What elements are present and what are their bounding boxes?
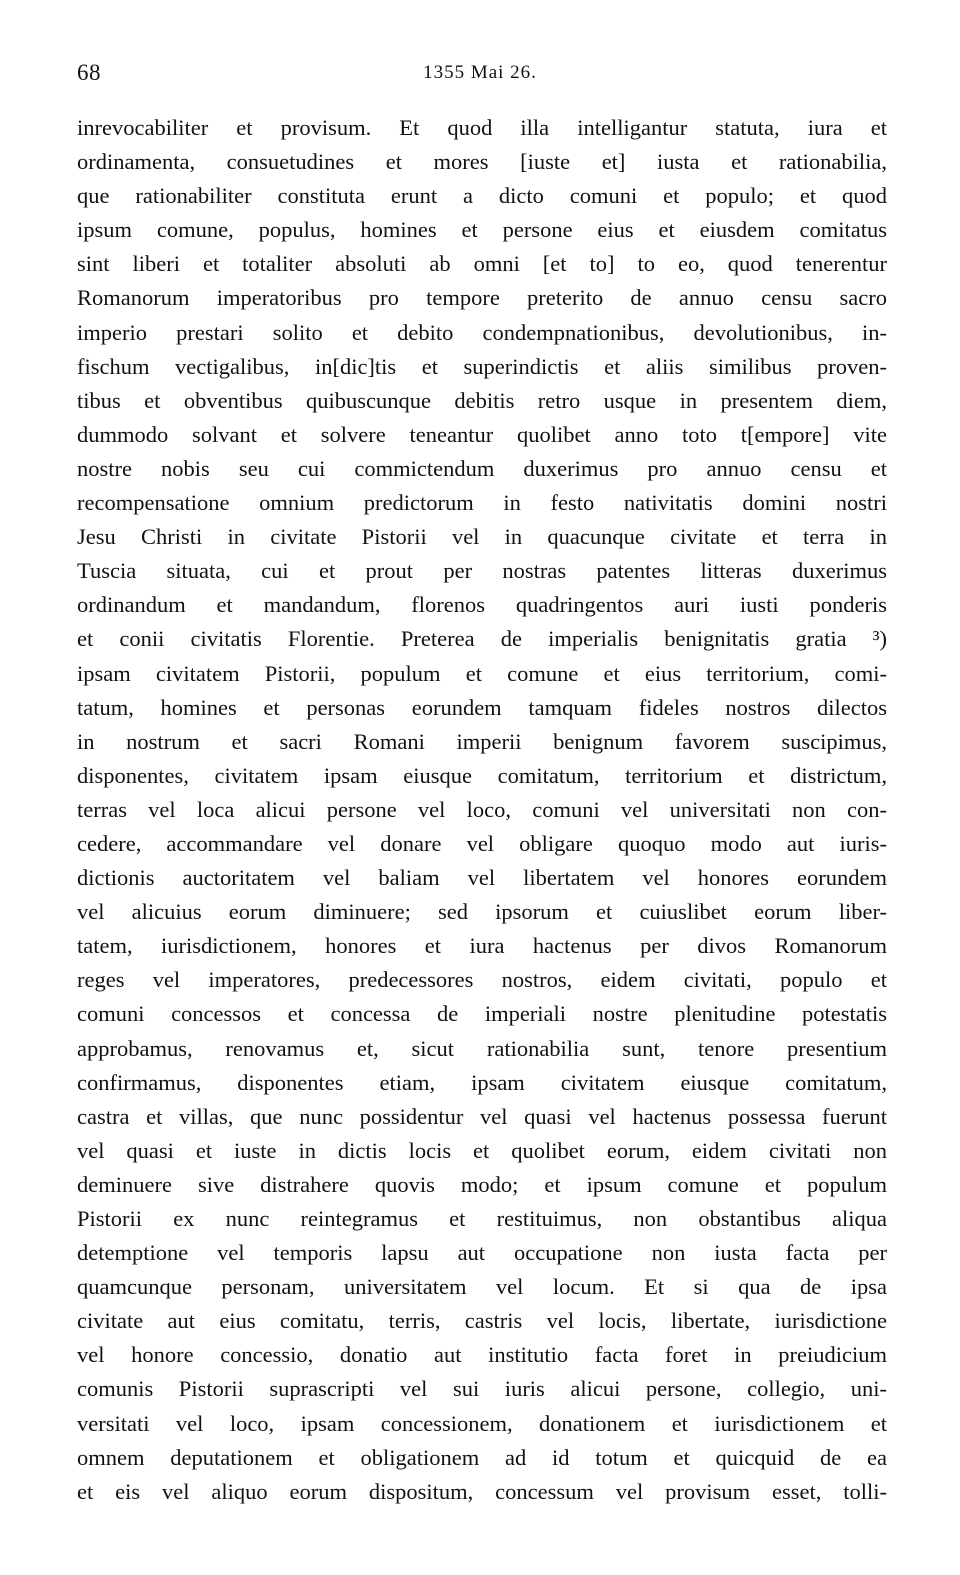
text-line: Romanorum imperatoribus pro tempore preterito de annuo censu sacro bbox=[77, 285, 887, 311]
text-line: disponentes, civitatem ipsam eiusque comitatum, territorium et districtum, bbox=[77, 762, 887, 788]
text-line: dummodo solvant et solvere teneantur quolibet anno toto t[empore] vite bbox=[77, 421, 887, 447]
text-line: quamcunque personam, universitatem vel locum. Et si qua de ipsa bbox=[77, 1274, 887, 1300]
text-line: imperio prestari solito et debito condempnationibus, devolutionibus, in- bbox=[77, 319, 887, 345]
text-line: Jesu Christi in civitate Pistorii vel in quacunque civitate et terra in bbox=[77, 524, 887, 550]
text-line: civitate aut eius comitatu, terris, castris vel locis, libertate, iurisdictione bbox=[77, 1308, 887, 1334]
text-line: fischum vectigalibus, in[dic]tis et superindictis et aliis similibus proven- bbox=[77, 353, 887, 379]
text-line: vel honore concessio, donatio aut institutio facta foret in preiudicium bbox=[77, 1342, 887, 1368]
text-line: reges vel imperatores, predecessores nostros, eidem civitati, populo et bbox=[77, 967, 887, 993]
text-line: omnem deputationem et obligationem ad id totum et quicquid de ea bbox=[77, 1444, 887, 1470]
text-line: recompensatione omnium predictorum in festo nativitatis domini nostri bbox=[77, 490, 887, 516]
body-text bbox=[77, 111, 887, 1509]
text-line: vel quasi et iuste in dictis locis et quolibet eorum, eidem civitati non bbox=[77, 1137, 887, 1163]
text-line: ordinamenta, consuetudines et mores [iuste et] iusta et rationabilia, bbox=[77, 149, 887, 175]
text-line: que rationabiliter constituta erunt a dicto comuni et populo; et quod bbox=[77, 183, 887, 209]
text-line: terras vel loca alicui persone vel loco, comuni vel universitati non con- bbox=[77, 796, 887, 822]
text-line: ipsam civitatem Pistorii, populum et comune et eius territorium, comi- bbox=[77, 660, 887, 686]
text-line: dictionis auctoritatem vel baliam vel libertatem vel honores eorundem bbox=[77, 865, 887, 891]
text-line: versitati vel loco, ipsam concessionem, donationem et iurisdictionem et bbox=[77, 1410, 887, 1436]
text-line: Pistorii ex nunc reintegramus et restituimus, non obstantibus aliqua bbox=[77, 1206, 887, 1231]
text-line: tatem, iurisdictionem, honores et iura hactenus per divos Romanorum bbox=[77, 933, 887, 959]
text-line: sint liberi et totaliter absoluti ab omni [et to] to eo, quod tenerentur bbox=[77, 251, 887, 277]
text-line: approbamus, renovamus et, sicut rationabilia sunt, tenore presentium bbox=[77, 1035, 887, 1061]
text-line: ipsum comune, populus, homines et persone eius et eiusdem comitatus bbox=[77, 217, 887, 243]
text-line: comuni concessos et concessa de imperiali nostre plenitudine potestatis bbox=[77, 1001, 887, 1027]
text-line: inrevocabiliter et provisum. Et quod illa intelligantur statuta, iura et bbox=[77, 115, 887, 140]
text-line: castra et villas, que nunc possidentur vel quasi vel hactenus possessa fuerunt bbox=[77, 1103, 887, 1129]
text-line: et conii civitatis Florentie. Preterea de imperialis benignitatis gratia ³) bbox=[77, 626, 887, 652]
text-line: nostre nobis seu cui commictendum duxerimus pro annuo censu et bbox=[77, 455, 887, 481]
text-line: deminuere sive distrahere quovis modo; et ipsum comune et populum bbox=[77, 1171, 887, 1197]
page-number: 68 bbox=[77, 60, 101, 85]
text-line: ordinandum et mandandum, florenos quadringentos auri iusti ponderis bbox=[77, 592, 887, 618]
text-line: Tuscia situata, cui et prout per nostras patentes litteras duxerimus bbox=[77, 558, 887, 584]
text-line: tibus et obventibus quibuscunque debitis retro usque in presentem diem, bbox=[77, 387, 887, 413]
text-line: in nostrum et sacri Romani imperii benignum favorem suscipimus, bbox=[77, 728, 887, 754]
text-line: comunis Pistorii suprascripti vel sui iuris alicui persone, collegio, uni- bbox=[77, 1376, 887, 1402]
text-line: detemptione vel temporis lapsu aut occupatione non iusta facta per bbox=[77, 1240, 887, 1266]
running-head: 1355 Mai 26. bbox=[423, 62, 537, 83]
text-line: confirmamus, disponentes etiam, ipsam civitatem eiusque comitatum, bbox=[77, 1069, 887, 1095]
text-line: vel alicuius eorum diminuere; sed ipsorum et cuiuslibet eorum liber- bbox=[77, 899, 887, 925]
text-line: cedere, accommandare vel donare vel obligare quoquo modo aut iuris- bbox=[77, 830, 887, 856]
text-line: tatum, homines et personas eorundem tamquam fideles nostros dilectos bbox=[77, 694, 887, 720]
text-line: et eis vel aliquo eorum dispositum, concessum vel provisum esset, tolli- bbox=[77, 1478, 887, 1504]
